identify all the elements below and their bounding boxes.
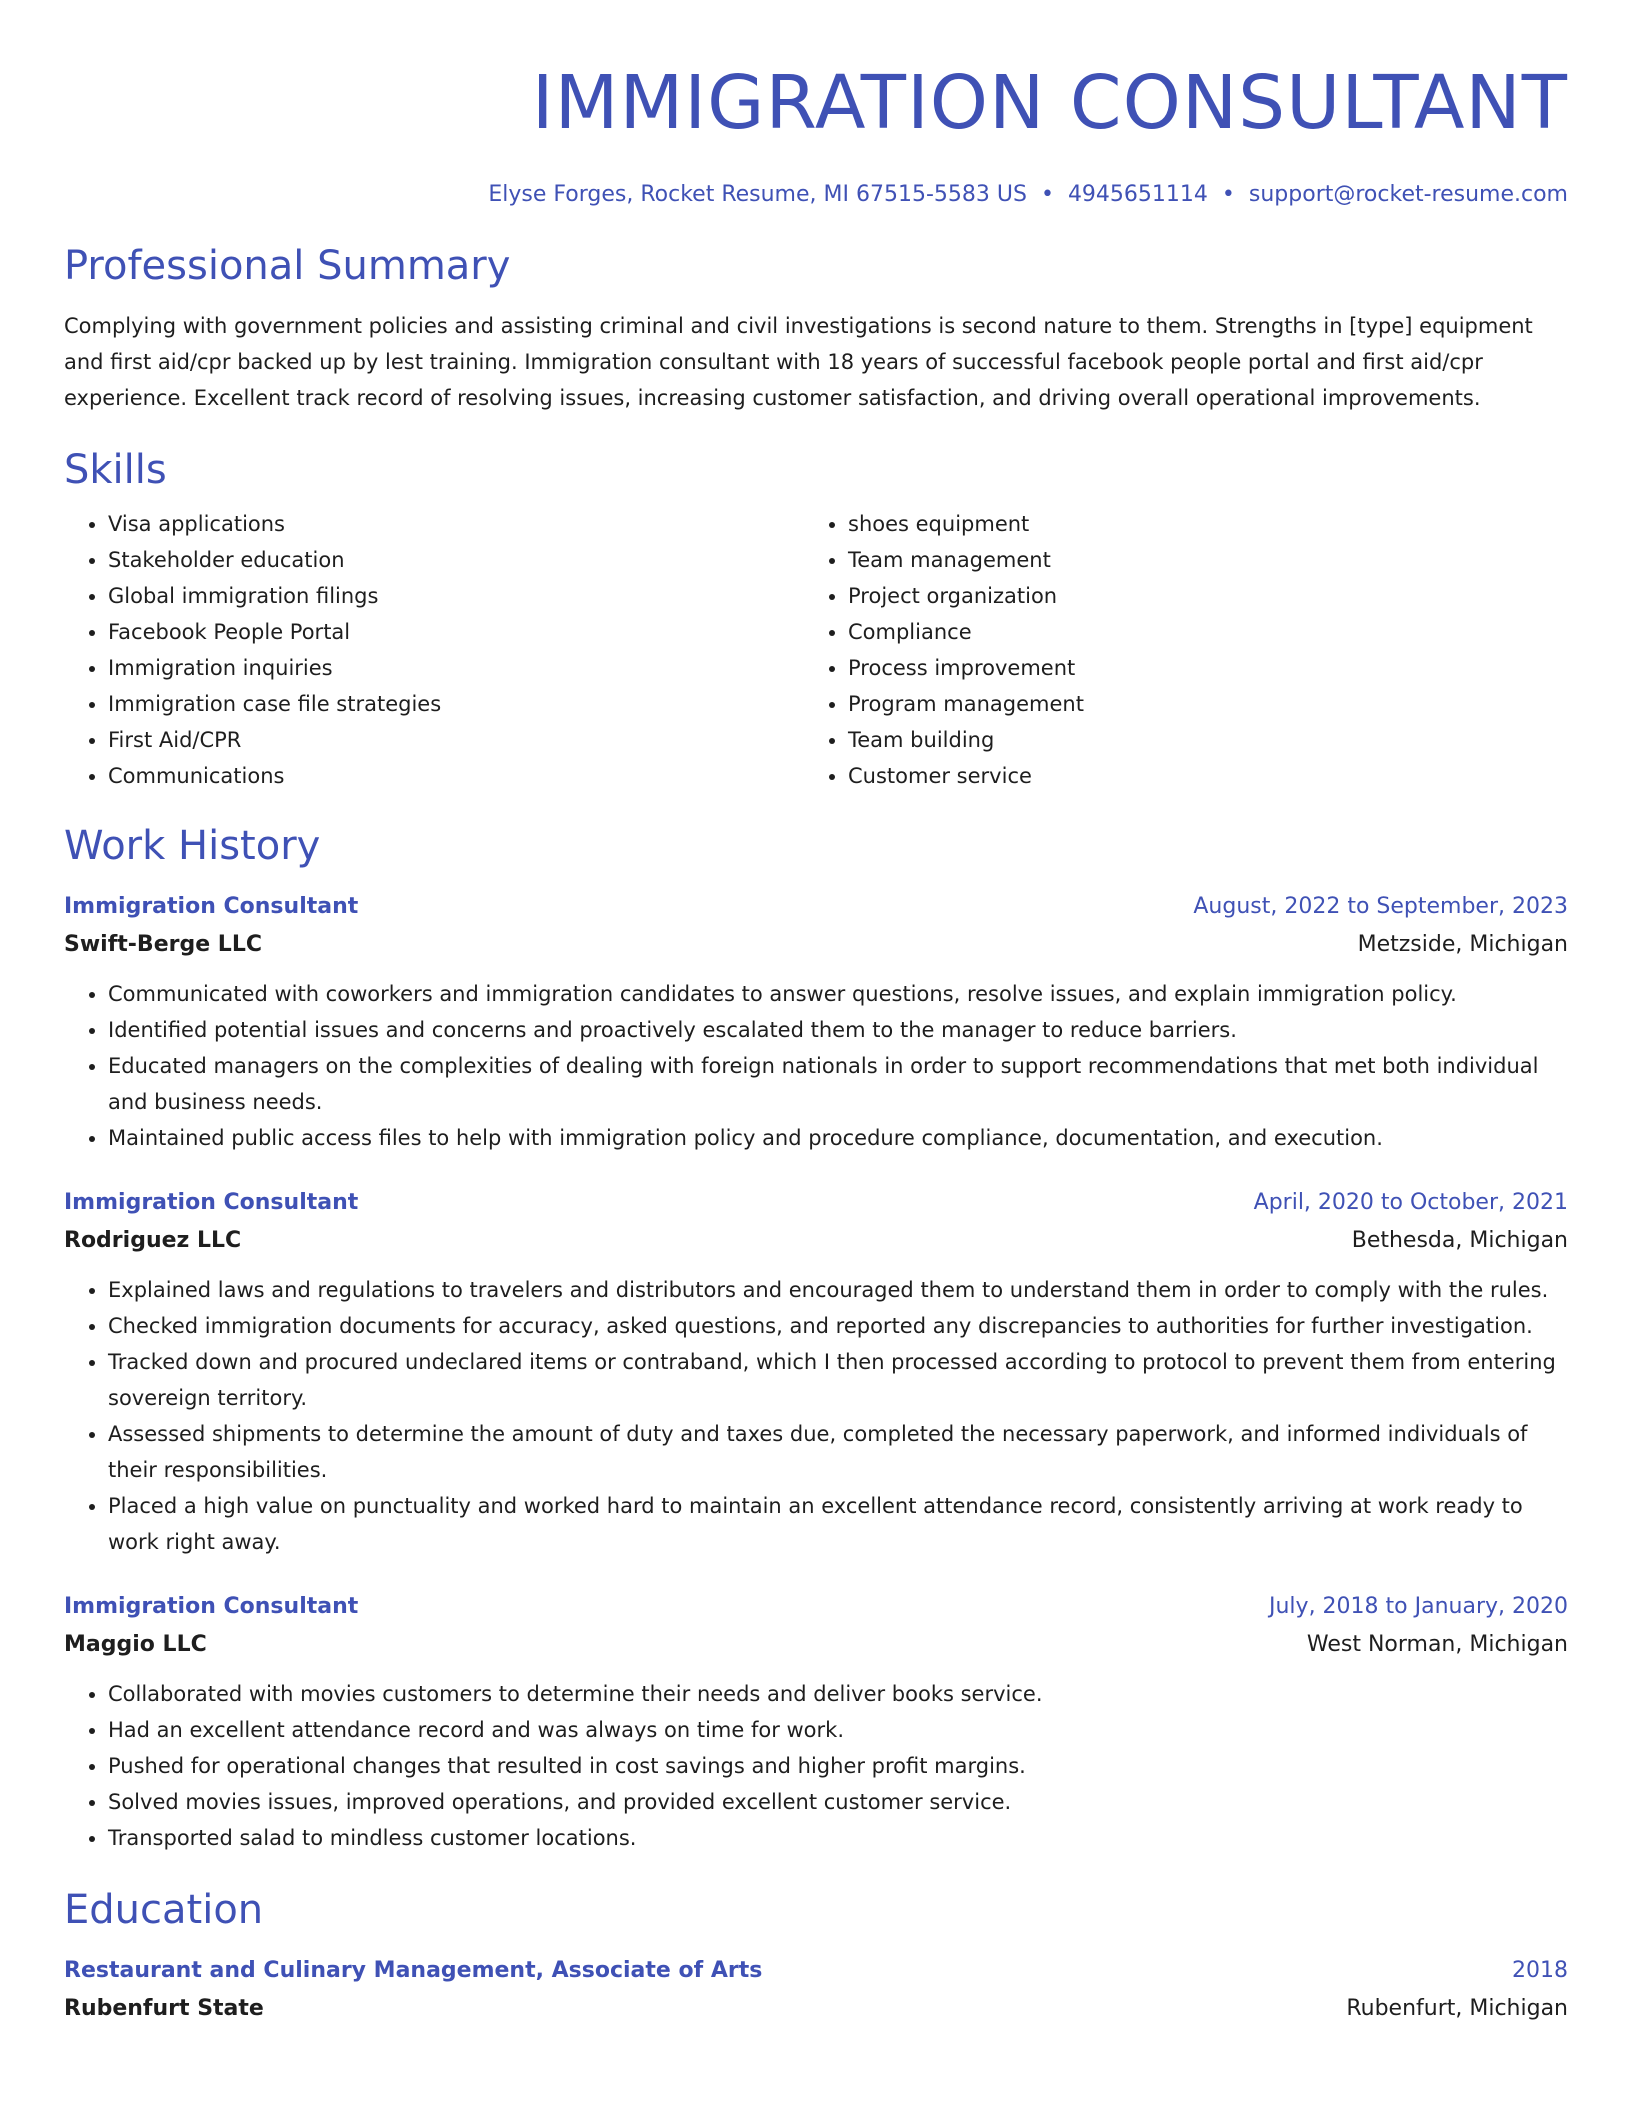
- skill-item: • shoes equipment: [848, 506, 1544, 542]
- skill-item: • Visa applications: [108, 506, 804, 542]
- job-bullets: [64, 1676, 1568, 1856]
- education-entry: [64, 1952, 1568, 2028]
- skill-item: • First Aid/CPR: [108, 722, 804, 758]
- job-bullet: • Transported salad to mindless customer locations.: [108, 1820, 1568, 1856]
- school-name: Rubenfurt State: [64, 1996, 264, 2021]
- job-bullet: • Pushed for operational changes that resulted in cost savings and higher profit margins.: [108, 1748, 1568, 1784]
- company-name: Rodriguez LLC: [64, 1228, 242, 1253]
- job-bullet: • Solved movies issues, improved operations, and provided excellent customer service.: [108, 1784, 1568, 1820]
- graduation-year: 2018: [1512, 1958, 1568, 1983]
- job-dates: August, 2022 to September, 2023: [1193, 894, 1568, 919]
- skills-list: [64, 506, 1568, 794]
- skill-item: • Team building: [848, 722, 1544, 758]
- skill-item: • Project organization: [848, 578, 1544, 614]
- skill-item: • Immigration case file strategies: [108, 686, 804, 722]
- contact-line: [64, 180, 1568, 210]
- contact-phone: 4945651114: [1067, 182, 1208, 207]
- job-dates: July, 2018 to January, 2020: [1269, 1594, 1568, 1619]
- skills-column-left: [64, 506, 804, 794]
- job-bullets: [64, 1272, 1568, 1560]
- job-bullet: • Checked immigration documents for accuracy, asked questions, and reported any discrepancies to authorities for further investigation.: [108, 1308, 1568, 1344]
- school-location: Rubenfurt, Michigan: [1346, 1996, 1568, 2021]
- skill-item: • Customer service: [848, 758, 1544, 794]
- skill-item: • Global immigration filings: [108, 578, 804, 614]
- job-bullet: • Maintained public access files to help with immigration policy and procedure compliance, documentation, and execution.: [108, 1120, 1568, 1156]
- degree-title: Restaurant and Culinary Management, Associate of Arts: [64, 1958, 763, 1983]
- company-name: Swift-Berge LLC: [64, 932, 262, 957]
- job-bullet: • Tracked down and procured undeclared items or contraband, which I then processed according to protocol to prevent them from entering sovereign territory.: [108, 1344, 1568, 1416]
- skill-item: • Program management: [848, 686, 1544, 722]
- job-bullet: • Identified potential issues and concerns and proactively escalated them to the manager to reduce barriers.: [108, 1012, 1568, 1048]
- skill-item: • Immigration inquiries: [108, 650, 804, 686]
- job-entry: [64, 888, 1568, 1156]
- job-entry: [64, 1184, 1568, 1560]
- skills-heading: Skills: [64, 447, 167, 493]
- job-bullets: [64, 976, 1568, 1156]
- education-heading: Education: [64, 1887, 264, 1933]
- summary-heading: Professional Summary: [64, 243, 511, 289]
- job-bullet: • Assessed shipments to determine the amount of duty and taxes due, completed the necessary paperwork, and informed individuals of their responsibilities.: [108, 1416, 1568, 1488]
- job-dates: April, 2020 to October, 2021: [1253, 1190, 1568, 1215]
- skills-column-right: [804, 506, 1544, 794]
- job-entry: [64, 1588, 1568, 1856]
- job-location: Metzside, Michigan: [1357, 932, 1568, 957]
- job-bullet: • Collaborated with movies customers to determine their needs and deliver books service.: [108, 1676, 1568, 1712]
- work-history-heading: Work History: [64, 823, 321, 869]
- skill-item: • Team management: [848, 542, 1544, 578]
- contact-separator: •: [1040, 182, 1054, 207]
- job-bullet: • Communicated with coworkers and immigration candidates to answer questions, resolve issues, and explain immigration policy.: [108, 976, 1568, 1012]
- company-name: Maggio LLC: [64, 1632, 207, 1657]
- skill-item: • Facebook People Portal: [108, 614, 804, 650]
- summary-text: Complying with government policies and assisting criminal and civil investigations is second nature to them. Strengths in [type] equipment and first aid/cpr backed up by lest training. Immigration consultant with 18 years of successful facebook people portal and first aid/cpr experience. Excellent track record of resolving issues, increasing customer satisfaction, and driving overall operational improvements.: [64, 314, 1533, 410]
- job-title: Immigration Consultant: [64, 1594, 359, 1619]
- resume-title: IMMIGRATION CONSULTANT: [531, 60, 1568, 146]
- contact-email: support@rocket-resume.com: [1248, 182, 1568, 207]
- skill-item: • Compliance: [848, 614, 1544, 650]
- job-title: Immigration Consultant: [64, 894, 359, 919]
- job-bullet: • Educated managers on the complexities of dealing with foreign nationals in order to support recommendations that met both individual and business needs.: [108, 1048, 1568, 1120]
- job-bullet: • Placed a high value on punctuality and worked hard to maintain an excellent attendance record, consistently arriving at work ready to work right away.: [108, 1488, 1568, 1560]
- skill-item: • Process improvement: [848, 650, 1544, 686]
- contact-separator: •: [1221, 182, 1235, 207]
- job-bullet: • Had an excellent attendance record and was always on time for work.: [108, 1712, 1568, 1748]
- job-location: Bethesda, Michigan: [1351, 1228, 1568, 1253]
- contact-address: Elyse Forges, Rocket Resume, MI 67515-5583 US: [488, 182, 1027, 207]
- job-location: West Norman, Michigan: [1306, 1632, 1568, 1657]
- skill-item: • Communications: [108, 758, 804, 794]
- job-title: Immigration Consultant: [64, 1190, 359, 1215]
- job-bullet: • Explained laws and regulations to travelers and distributors and encouraged them to understand them in order to comply with the rules.: [108, 1272, 1568, 1308]
- skill-item: • Stakeholder education: [108, 542, 804, 578]
